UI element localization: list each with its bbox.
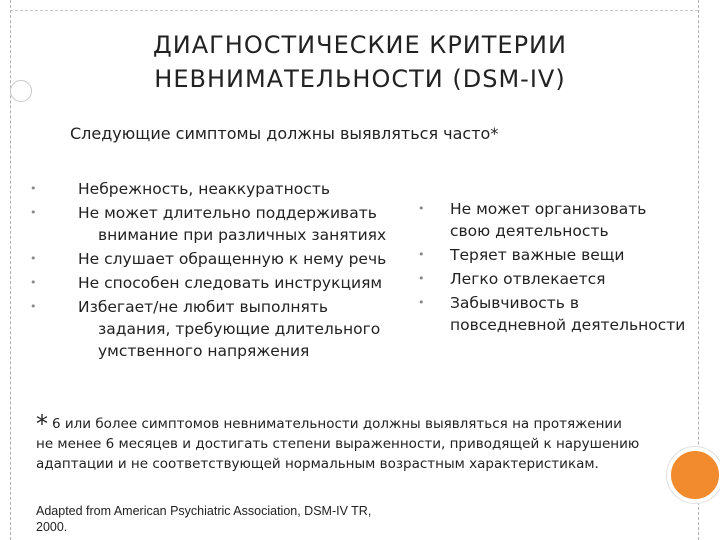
list-item bbox=[418, 292, 708, 336]
list-item bbox=[30, 202, 410, 246]
bullet-icon: • bbox=[418, 296, 425, 309]
list-item-text: Не может длительно поддерживать bbox=[78, 204, 377, 222]
list-item-text-continued: внимание при различных занятиях bbox=[98, 226, 387, 244]
list-item bbox=[30, 248, 410, 270]
list-item-text-continued: свою деятельность bbox=[450, 222, 609, 240]
list-item-text: Забывчивость в bbox=[450, 294, 579, 312]
list-item-text: Легко отвлекается bbox=[450, 270, 606, 288]
bullet-icon: • bbox=[30, 182, 37, 195]
slide-title bbox=[0, 28, 720, 96]
source-line-2: 2000. bbox=[36, 520, 68, 534]
list-item-text: Не слушает обращенную к нему речь bbox=[78, 250, 387, 268]
bullet-icon: • bbox=[30, 252, 37, 265]
footnote-line-2: не менее 6 месяцев и достигать степени выраженности, приводящей к нарушению bbox=[36, 436, 640, 452]
list-item-text: Теряет важные вещи bbox=[450, 246, 625, 264]
list-item bbox=[418, 244, 708, 266]
bullet-icon: • bbox=[418, 202, 425, 215]
bullet-icon: • bbox=[418, 272, 425, 285]
footnote-line-3: адаптации и не соответствующей нормальным возрастным характеристикам. bbox=[36, 456, 599, 472]
source-citation bbox=[36, 503, 456, 535]
bullet-icon: • bbox=[30, 206, 37, 219]
bullet-icon: • bbox=[418, 248, 425, 261]
footnote bbox=[36, 410, 686, 474]
list-item bbox=[418, 268, 708, 290]
list-item bbox=[30, 272, 410, 294]
footnote-line-1 bbox=[36, 410, 686, 438]
list-item bbox=[30, 296, 410, 362]
footnote-text: 6 или более симптомов невнимательности должны выявляться на протяжении bbox=[52, 416, 622, 432]
title-line-1: ДИАГНОСТИЧЕСКИЕ КРИТЕРИИ bbox=[153, 31, 567, 59]
bullet-icon: • bbox=[30, 300, 37, 313]
list-item-text-continued: умственного напряжения bbox=[98, 342, 310, 360]
list-item-text-continued: задания, требующие длительного bbox=[98, 320, 381, 338]
source-line-1: Adapted from American Psychiatric Association, DSM-IV TR, bbox=[36, 504, 372, 518]
left-symptom-list bbox=[30, 178, 410, 364]
list-item-text: Избегает/не любит выполнять bbox=[78, 298, 329, 316]
right-symptom-list bbox=[418, 198, 708, 338]
bullet-icon: • bbox=[30, 276, 37, 289]
list-item-text: Не способен следовать инструкциям bbox=[78, 274, 383, 292]
slide-subtitle: Следующие симптомы должны выявляться часто* bbox=[70, 124, 499, 143]
list-item-text-continued: повседневной деятельности bbox=[450, 316, 686, 334]
list-item bbox=[30, 178, 410, 200]
list-item-text: Небрежность, неаккуратность bbox=[78, 180, 330, 198]
list-item-text: Не может организовать bbox=[450, 200, 647, 218]
title-line-2: НЕВНИМАТЕЛЬНОСТИ (DSM-IV) bbox=[154, 65, 566, 93]
footnote-asterisk: * bbox=[36, 410, 48, 438]
list-item bbox=[418, 198, 708, 242]
slide-frame-top bbox=[10, 10, 698, 12]
